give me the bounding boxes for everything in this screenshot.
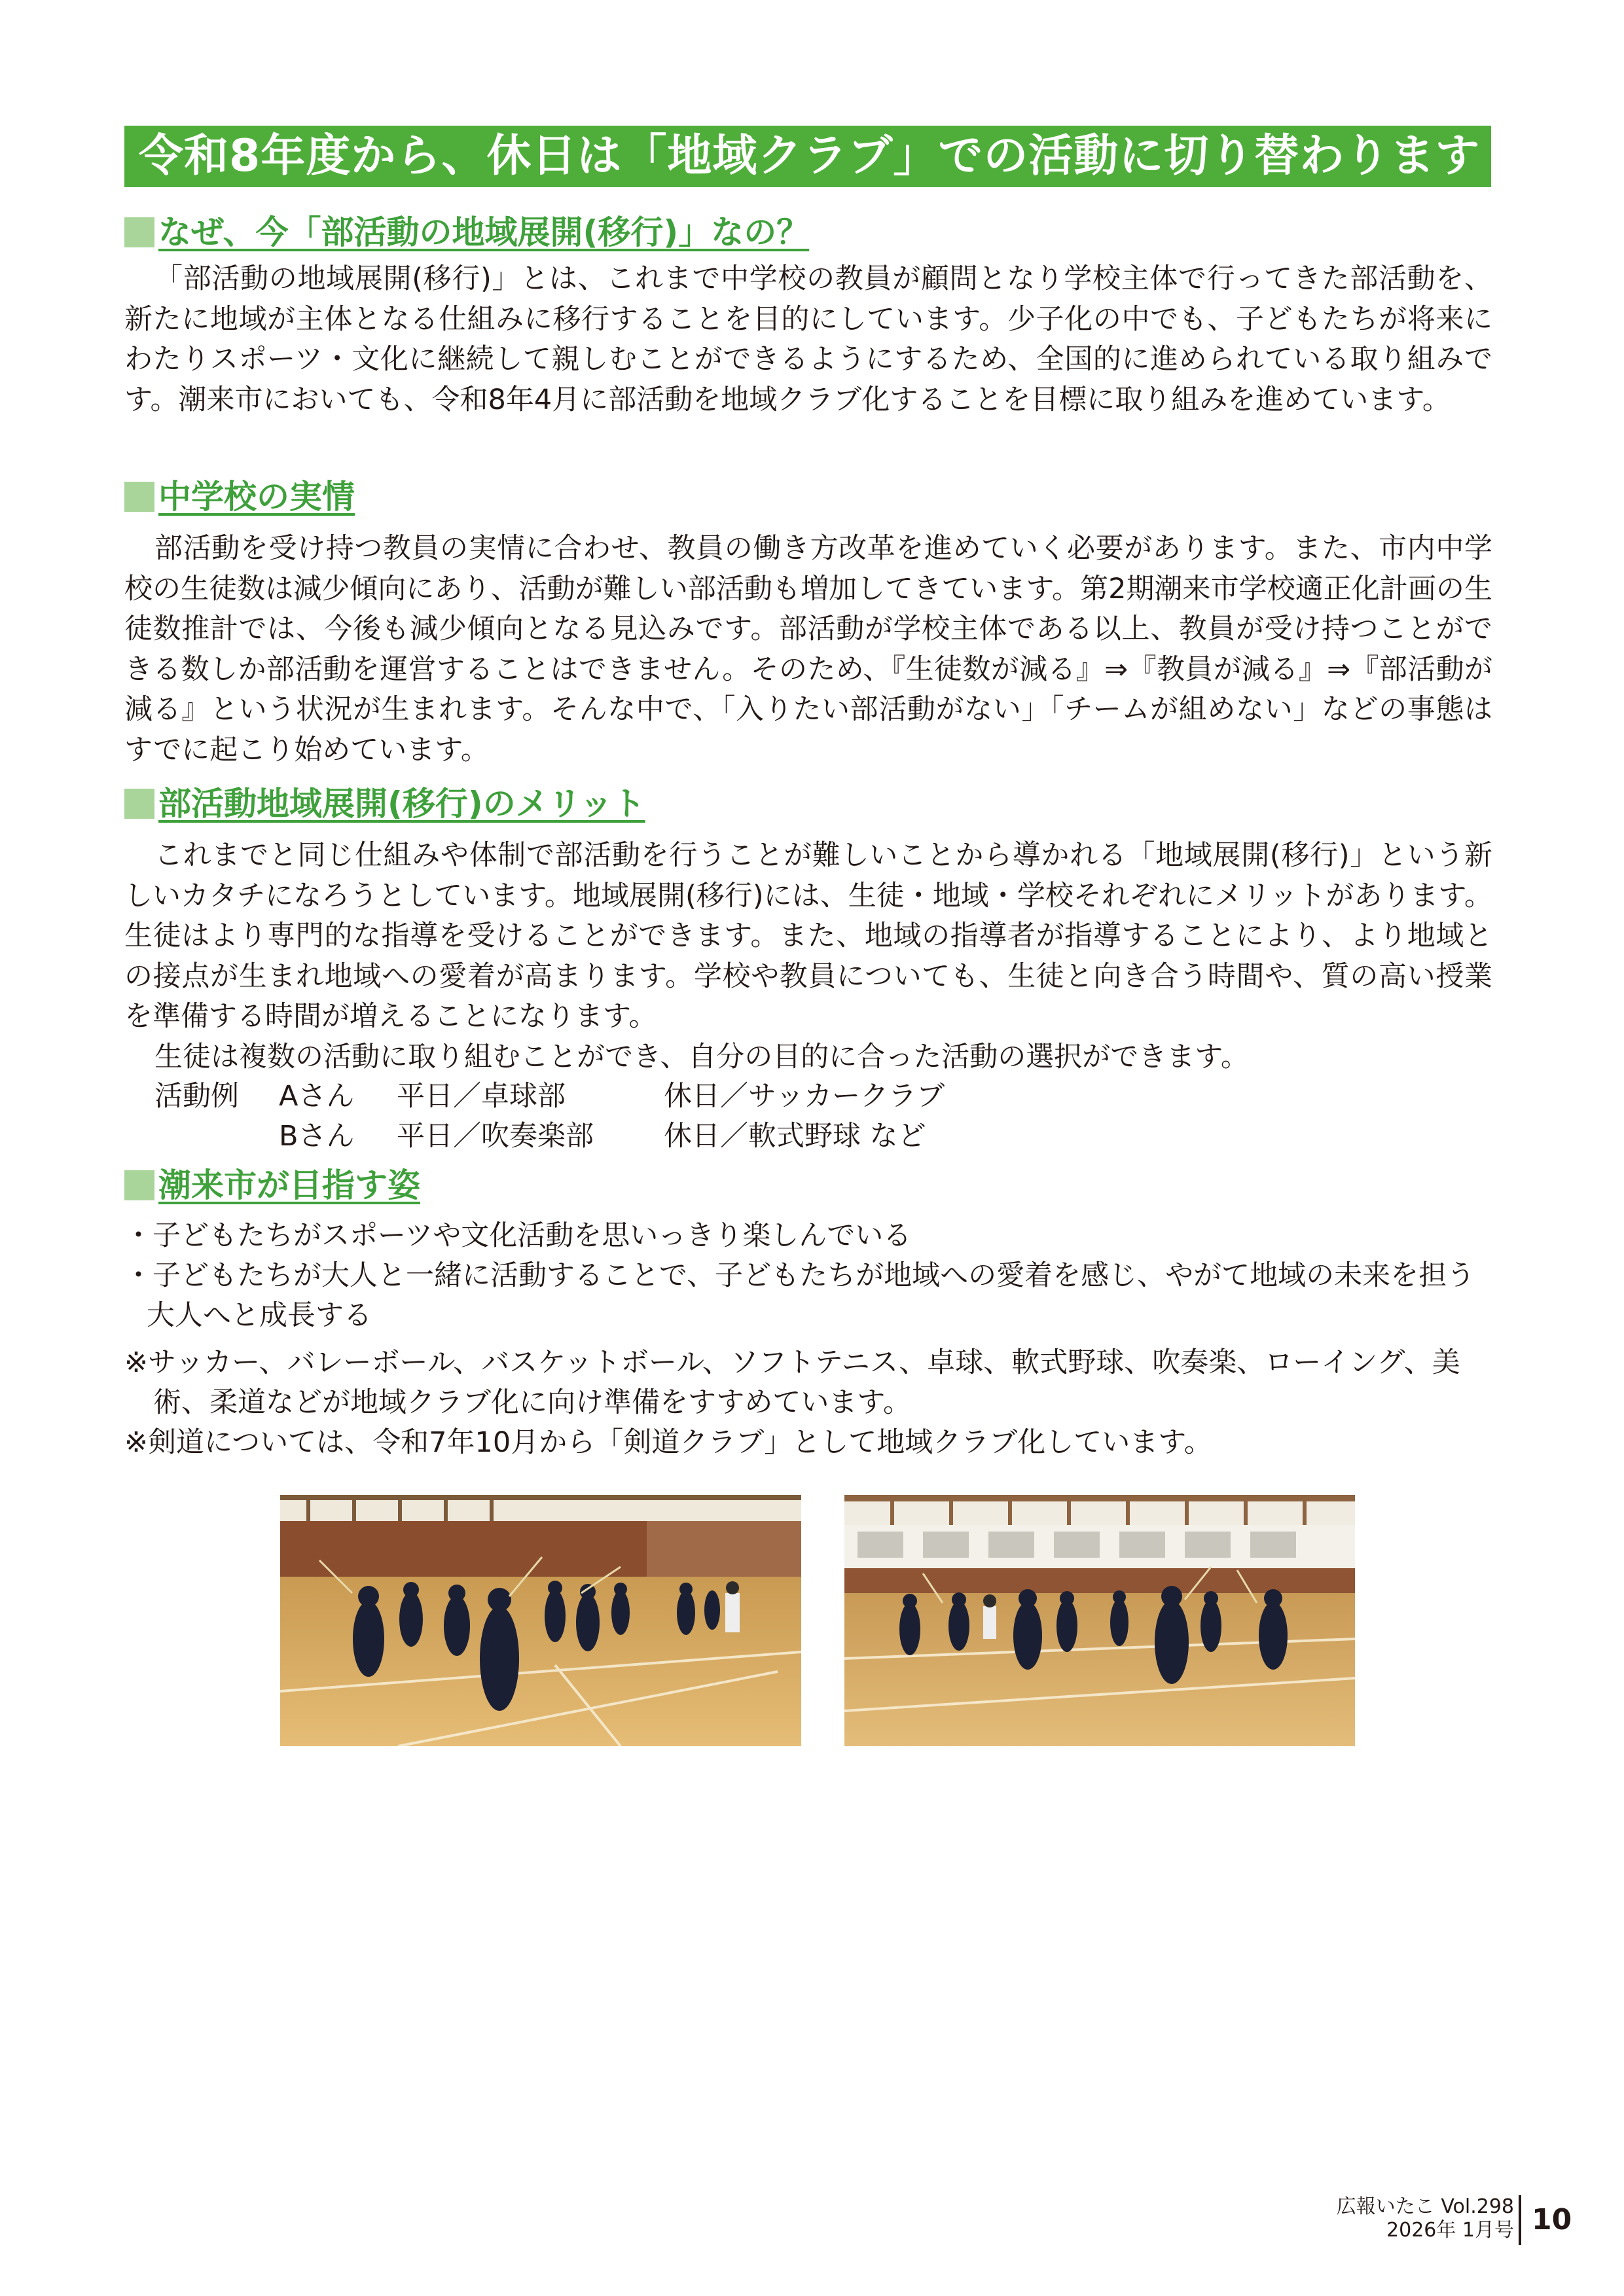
list-item: ・子どもたちが大人と一緒に活動することで、子どもたちが地域への愛着を感じ、やがて地域の未来を担う大人へと成長する xyxy=(124,1259,1475,1332)
note-item: ※剣道については、令和7年10月から「剣道クラブ」として地域クラブ化しています。 xyxy=(124,1426,1212,1459)
footer-divider xyxy=(1519,2195,1521,2245)
example-weekday: 平日／卓球部 xyxy=(397,1080,566,1113)
square-bullet-icon xyxy=(124,217,154,247)
notes xyxy=(124,1343,1499,1463)
square-bullet-icon xyxy=(124,1170,154,1200)
section-body-why xyxy=(124,259,1492,420)
kendo-practice-photo-1 xyxy=(280,1495,801,1746)
square-bullet-icon xyxy=(124,482,154,512)
footer-issue: 2026年 1月号 xyxy=(1386,2219,1514,2242)
page-number: 10 xyxy=(1532,2203,1572,2236)
kendo-practice-photo-icon xyxy=(844,1495,1355,1746)
paragraph: これまでと同じ仕組みや体制で部活動を行うことが難しいことから導かれる「地域展開(移行)」という新しいカタチになろうとしています。地域展開(移行)には、生徒・地域・学校それぞれにメリットがあります。生徒はより専門的な指導を受けることができます。また、地域の指導者が指導することにより、より地域との接点が生まれ地域への愛着が高まります。学校や教員についても、生徒と向き合う時間や、質の高い授業を準備する時間が増えることになります。 xyxy=(124,839,1492,1033)
kendo-practice-photo-2 xyxy=(844,1495,1355,1746)
kendo-practice-photo-icon xyxy=(280,1495,801,1746)
page-title-banner: 令和8年度から、休日は「地域クラブ」での活動に切り替わります xyxy=(124,126,1491,187)
example-holiday: 休日／サッカークラブ xyxy=(664,1080,945,1113)
footer-publication: 広報いたこ Vol.298 xyxy=(1336,2195,1514,2218)
section-heading-why xyxy=(124,212,809,253)
example-person: Aさん xyxy=(279,1080,355,1113)
section-heading-school-situation xyxy=(124,476,355,517)
section-heading-text: 潮来市が目指す姿 xyxy=(158,1166,420,1204)
section-heading-text: 部活動地域展開(移行)のメリット xyxy=(158,785,645,823)
example-holiday: 休日／軟式野球 など xyxy=(664,1120,926,1153)
square-bullet-icon xyxy=(124,789,154,819)
footer-publication-info xyxy=(1337,2195,1514,2242)
section-heading-merits xyxy=(124,783,645,824)
example-weekday: 平日／吹奏楽部 xyxy=(397,1120,594,1153)
paragraph: 「部活動の地域展開(移行)」とは、これまで中学校の教員が顧問となり学校主体で行ってきた部活動を、新たに地域が主体となる仕組みに移行することを目的にしています。少子化の中でも、子どもたちが将来にわたりスポーツ・文化に継続して親しむことができるようにするため、全国的に進められている取り組みです。潮来市においても、令和8年4月に部活動を地域クラブ化することを目標に取り組みを進めています。 xyxy=(124,262,1492,416)
section-body-merits xyxy=(124,836,1492,1077)
note-item: ※サッカー、バレーボール、バスケットボール、ソフトテニス、卓球、軟式野球、吹奏楽、ローイング、美術、柔道などが地域クラブ化に向け準備をすすめています。 xyxy=(124,1346,1460,1419)
section-heading-text: 中学校の実情 xyxy=(158,478,355,516)
example-person: Bさん xyxy=(279,1120,355,1153)
vision-list xyxy=(124,1216,1492,1336)
section-heading-text: なぜ、今「部活動の地域展開(移行)」なの？ xyxy=(158,213,810,251)
paragraph: 部活動を受け持つ教員の実情に合わせ、教員の働き方改革を進めていく必要があります。また、市内中学校の生徒数は減少傾向にあり、活動が難しい部活動も増加してきています。第2期潮来市学校適正化計画の生徒数推計では、今後も減少傾向となる見込みです。部活動が学校主体である以上、教員が受け持つことができる数しか部活動を運営することはできません。そのため、『生徒数が減る』⇒『教員が減る』⇒『部活動が減る』という状況が生まれます。そんな中で、「入りたい部活動がない」「チームが組めない」などの事態はすでに起こり始めています。 xyxy=(124,532,1492,766)
list-item: ・子どもたちがスポーツや文化活動を思いっきり楽しんでいる xyxy=(124,1219,912,1252)
section-body-school-situation xyxy=(124,529,1492,770)
example-label: 活動例 xyxy=(154,1080,239,1113)
section-heading-vision xyxy=(124,1165,420,1206)
paragraph: 生徒は複数の活動に取り組むことができ、自分の目的に合った活動の選択ができます。 xyxy=(154,1040,1249,1073)
